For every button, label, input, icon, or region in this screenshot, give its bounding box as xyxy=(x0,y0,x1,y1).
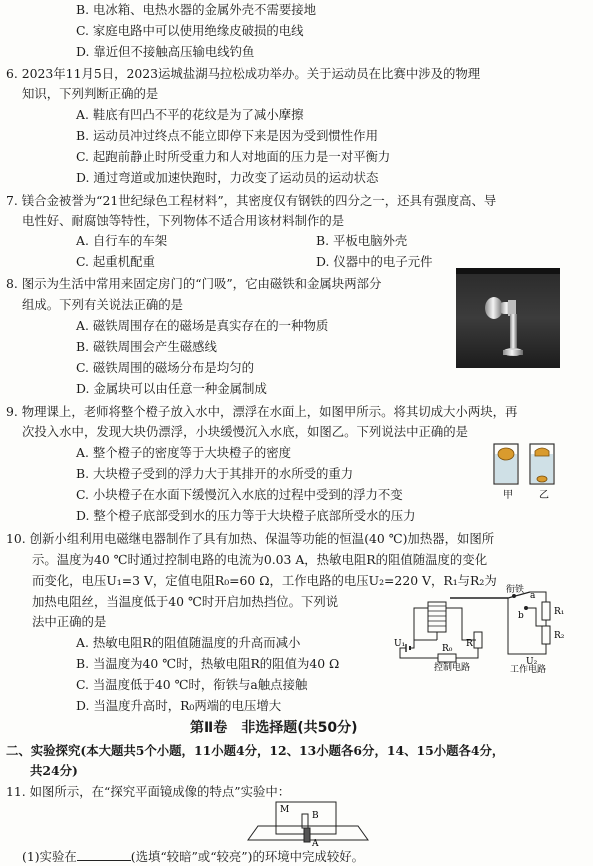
fig-b: b xyxy=(518,611,524,621)
q10-option-d: D. 当温度升高时，R₀两端的电压增大 xyxy=(76,698,282,713)
q5-option-c: C. 家庭电路中可以使用绝缘皮破损的电线 xyxy=(76,23,304,38)
q11-sub1-pre: (1)实验在 xyxy=(22,849,77,864)
q6-stem-line1: 6. 2023年11月5日，2023运城盐湖马拉松成功举办。关于运动员在比赛中涉及的物理 xyxy=(6,66,481,81)
fig-armature: 衔铁 xyxy=(506,585,525,595)
q10-stem-line2: 示。温度为40 ℃时通过控制电路的电流为0.03 A，热敏电阻R的阻值随温度的变化 xyxy=(32,552,488,567)
q7-stem-line1: 7. 镁合金被誉为“21世纪绿色工程材料”，其密度仅有钢铁的四分之一，还具有强度高、导 xyxy=(6,193,497,208)
fig-r0: R₀ xyxy=(442,644,453,654)
fig-r: R xyxy=(466,639,473,649)
part2-title: 第Ⅱ卷 非选择题(共50分) xyxy=(190,720,358,736)
fig-u2: U₂ xyxy=(526,657,538,667)
fig-work-label: 工作电路 xyxy=(510,665,547,675)
q11-answer-blank[interactable] xyxy=(77,848,131,861)
section2-line2: 共24分) xyxy=(30,763,78,778)
fig-a: a xyxy=(530,591,536,601)
fig-control-label: 控制电路 xyxy=(434,663,471,673)
q10-option-b: B. 当温度为40 ℃时，热敏电阻R的阻值为40 Ω xyxy=(76,656,340,671)
door-stopper-photo xyxy=(456,268,560,368)
fig-r2: R₂ xyxy=(554,631,565,641)
q10-option-a: A. 热敏电阻R的阻值随温度的升高而减小 xyxy=(76,635,301,650)
q9-option-b: B. 大块橙子受到的浮力大于其排开的水所受的重力 xyxy=(76,466,354,481)
q7-option-c: C. 起重机配重 xyxy=(76,254,155,269)
q9-option-d: D. 整个橙子底部受到水的压力等于大块橙子底部所受水的压力 xyxy=(76,508,416,523)
q6-option-a: A. 鞋底有凹凸不平的花纹是为了减小摩擦 xyxy=(76,107,304,122)
q7-stem-line2: 电性好、耐腐蚀等特性，下列物体不适合用该材料制作的是 xyxy=(22,213,345,228)
q8-option-a: A. 磁铁周围存在的磁场是真实存在的一种物质 xyxy=(76,318,329,333)
q5-option-b: B. 电冰箱、电热水器的金属外壳不需要接地 xyxy=(76,2,317,17)
q6-stem-line2: 知识，下列判断正确的是 xyxy=(22,86,159,101)
q10-stem-line1: 10. 创新小组利用电磁继电器制作了具有加热、保温等功能的恒温(40 ℃)加热器，如图所 xyxy=(6,531,495,546)
q8-option-c: C. 磁铁周围的磁场分布是均匀的 xyxy=(76,360,254,375)
relay-circuit-figure xyxy=(394,585,574,675)
q8-option-b: B. 磁铁周围会产生磁感线 xyxy=(76,339,217,354)
q9-option-c: C. 小块橙子在水面下缓慢沉入水底的过程中受到的浮力不变 xyxy=(76,487,403,502)
q11-sub1 xyxy=(22,848,364,865)
fig-m: M xyxy=(280,805,290,815)
q6-option-d: D. 通过弯道或加速快跑时，力改变了运动员的运动状态 xyxy=(76,170,379,185)
q11-stem: 11. 如图所示，在“探究平面镜成像的特点”实验中： xyxy=(6,784,291,799)
q7-option-d: D. 仪器中的电子元件 xyxy=(316,254,433,269)
q10-option-c: C. 当温度低于40 ℃时，衔铁与a触点接触 xyxy=(76,677,308,692)
q10-stem-line5: 法中正确的是 xyxy=(32,614,107,629)
q8-stem-line1: 8. 图示为生活中常用来固定房门的“门吸”，它由磁铁和金属块两部分 xyxy=(6,276,382,291)
orange-beakers-figure xyxy=(490,440,564,502)
q6-option-c: C. 起跑前静止时所受重力和人对地面的压力是一对平衡力 xyxy=(76,149,391,164)
q9-stem-line2: 次投入水中，发现大块仍漂浮，小块缓慢沉入水底，如图乙。下列说法中正确的是 xyxy=(22,424,469,439)
fig-label-jia: 甲 xyxy=(503,490,513,501)
fig-b-label: B xyxy=(312,811,319,821)
q11-sub1-post: (选填“较暗”或“较亮”)的环境中完成较好。 xyxy=(130,849,364,864)
q10-stem-line4: 加热电阻丝，当温度低于40 ℃时开启加热挡位。下列说 xyxy=(32,594,339,609)
section2-line1: 二、实验探究(本大题共5个小题，11小题4分，12、13小题各6分，14、15小题各4分， xyxy=(6,743,505,758)
q8-stem-line2: 组成。下列有关说法正确的是 xyxy=(22,297,184,312)
q7-option-a: A. 自行车的车架 xyxy=(76,233,168,248)
fig-u1: U₁ xyxy=(394,639,406,649)
q7-option-b: B. 平板电脑外壳 xyxy=(316,233,408,248)
q9-stem-line1: 9. 物理课上，老师将整个橙子放入水中，漂浮在水面上，如图甲所示。将其切成大小两块，再 xyxy=(6,404,518,419)
q10-stem-line3: 而变化，电压U₁=3 V，定值电阻R₀=60 Ω，工作电路的电压U₂=220 V，R₁与R₂为 xyxy=(32,573,497,588)
q8-option-d: D. 金属块可以由任意一种金属制成 xyxy=(76,381,267,396)
q6-option-b: B. 运动员冲过终点不能立即停下来是因为受到惯性作用 xyxy=(76,128,378,143)
q9-option-a: A. 整个橙子的密度等于大块橙子的密度 xyxy=(76,445,292,460)
plane-mirror-figure xyxy=(238,800,378,848)
fig-a-label: A xyxy=(312,839,319,849)
fig-label-yi: 乙 xyxy=(539,490,549,501)
fig-r1: R₁ xyxy=(554,607,565,617)
q5-option-d: D. 靠近但不接触高压输电线钓鱼 xyxy=(76,44,255,59)
